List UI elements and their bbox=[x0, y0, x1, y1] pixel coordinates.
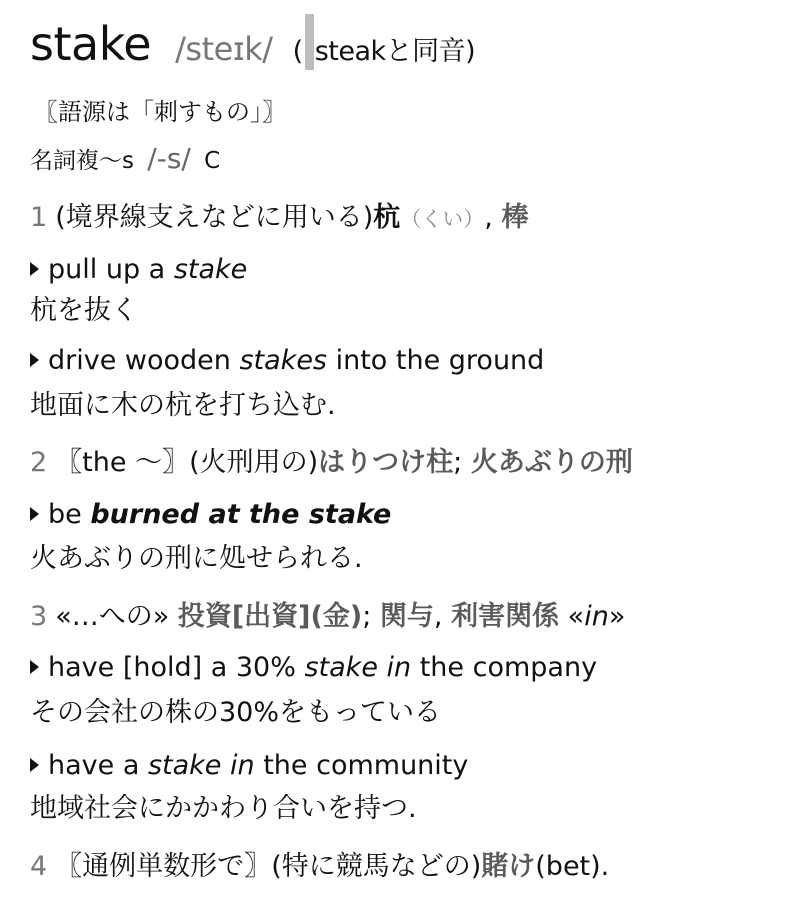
sense-2: 2 〖the 〜〗(火刑用の)はりつけ柱; 火あぶりの刑 bbox=[30, 447, 633, 478]
triangle-bullet-icon bbox=[30, 758, 39, 772]
sense-number: 1 bbox=[30, 202, 48, 233]
example-translation: 火あぶりの刑に処せられる. bbox=[30, 543, 363, 574]
example-translation: 地域社会にかかわり合いを持つ. bbox=[30, 793, 417, 824]
example: pull up a stake bbox=[30, 254, 247, 285]
example-translation: 杭を抜く bbox=[30, 295, 138, 326]
example: be burned at the stake bbox=[30, 499, 391, 530]
homophone-note: ( steakと同音) bbox=[293, 36, 476, 67]
part-of-speech: 名詞複〜s /-s/ C bbox=[30, 142, 221, 175]
headword-line bbox=[30, 14, 475, 71]
triangle-bullet-icon bbox=[30, 353, 39, 367]
sense-4: 4 〖通例単数形で〗(特に競馬などの)賭け(bet). bbox=[30, 851, 610, 882]
pronunciation: /steɪk/ bbox=[175, 30, 273, 68]
countability: C bbox=[204, 148, 221, 174]
example-translation: その会社の株の30%をもっている bbox=[30, 697, 442, 728]
sense-number: 4 bbox=[30, 851, 48, 882]
kana-reading: （くい） bbox=[400, 207, 485, 231]
sense-number: 2 bbox=[30, 447, 48, 478]
triangle-bullet-icon bbox=[30, 507, 39, 521]
triangle-bullet-icon bbox=[30, 262, 39, 276]
plural-pronunciation: /-s/ bbox=[147, 142, 191, 175]
sense-number: 3 bbox=[30, 601, 48, 632]
example: have [hold] a 30% stake in the company bbox=[30, 652, 597, 683]
text-cursor bbox=[305, 14, 314, 70]
sense-1: 1 (境界線支えなどに用いる)杭（くい）, 棒 bbox=[30, 202, 529, 233]
triangle-bullet-icon bbox=[30, 660, 39, 674]
headword: stake bbox=[30, 17, 151, 71]
example: have a stake in the community bbox=[30, 750, 468, 781]
etymology: 〖語源は「刺すもの」〗 bbox=[34, 98, 286, 126]
example: drive wooden stakes into the ground bbox=[30, 345, 544, 376]
example-translation: 地面に木の杭を打ち込む. bbox=[30, 390, 336, 421]
sense-3: 3 «…への» 投資[出資](金); 関与, 利害関係 «in» bbox=[30, 601, 626, 632]
